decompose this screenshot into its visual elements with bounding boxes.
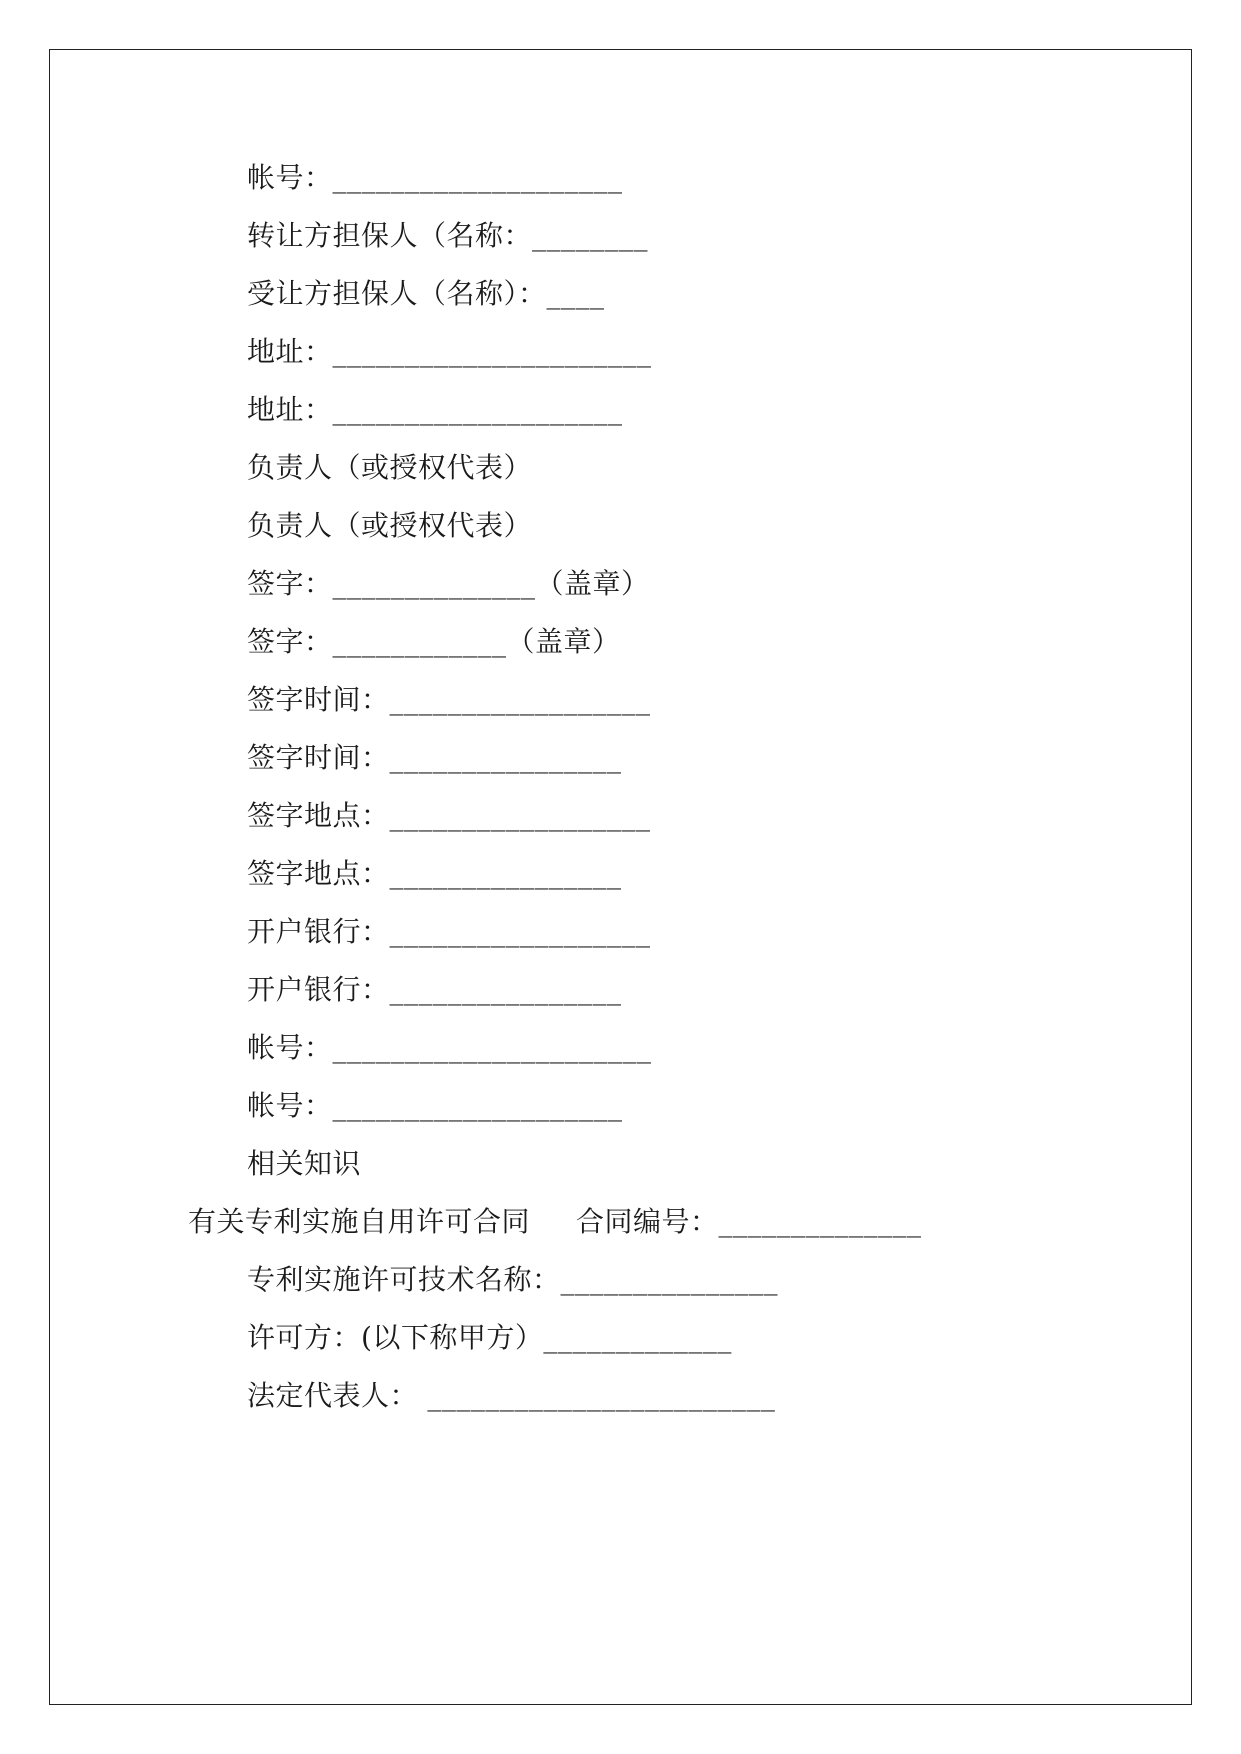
- address-line: 地址：____________________: [247, 393, 623, 426]
- bank-line: 开户银行：__________________: [247, 915, 651, 948]
- address-line: 地址：______________________: [247, 335, 652, 368]
- licensor-line: 许可方：(以下称甲方）_____________: [247, 1321, 732, 1354]
- signature-time-line: 签字时间：__________________: [247, 683, 651, 716]
- account-number-line: 帐号：______________________: [247, 1031, 652, 1064]
- contract-heading-line: [188, 1202, 922, 1242]
- technology-name-line: 专利实施许可技术名称：_______________: [247, 1263, 779, 1296]
- signature-place-line: 签字地点：__________________: [247, 799, 651, 832]
- contract-title: 有关专利实施自用许可合同: [188, 1205, 531, 1238]
- responsible-person-line: 负责人（或授权代表）: [247, 451, 533, 484]
- account-number-line: 帐号：____________________: [247, 1089, 623, 1122]
- bank-line: 开户银行：________________: [247, 973, 622, 1006]
- transferee-guarantor-line: 受让方担保人（名称）：____: [247, 277, 605, 310]
- signature-place-line: 签字地点：________________: [247, 857, 622, 890]
- contract-number: 合同编号：______________: [576, 1205, 922, 1238]
- responsible-person-line: 负责人（或授权代表）: [247, 509, 533, 542]
- signature-time-line: 签字时间：________________: [247, 741, 622, 774]
- transferor-guarantor-line: 转让方担保人（名称：________: [247, 219, 649, 252]
- signature-line: 签字：______________（盖章）: [247, 567, 650, 600]
- legal-representative-line: 法定代表人： ________________________: [247, 1379, 776, 1412]
- signature-line: 签字：____________（盖章）: [247, 625, 621, 658]
- related-knowledge-heading: 相关知识: [247, 1147, 362, 1180]
- account-number-line: 帐号：____________________: [247, 161, 623, 194]
